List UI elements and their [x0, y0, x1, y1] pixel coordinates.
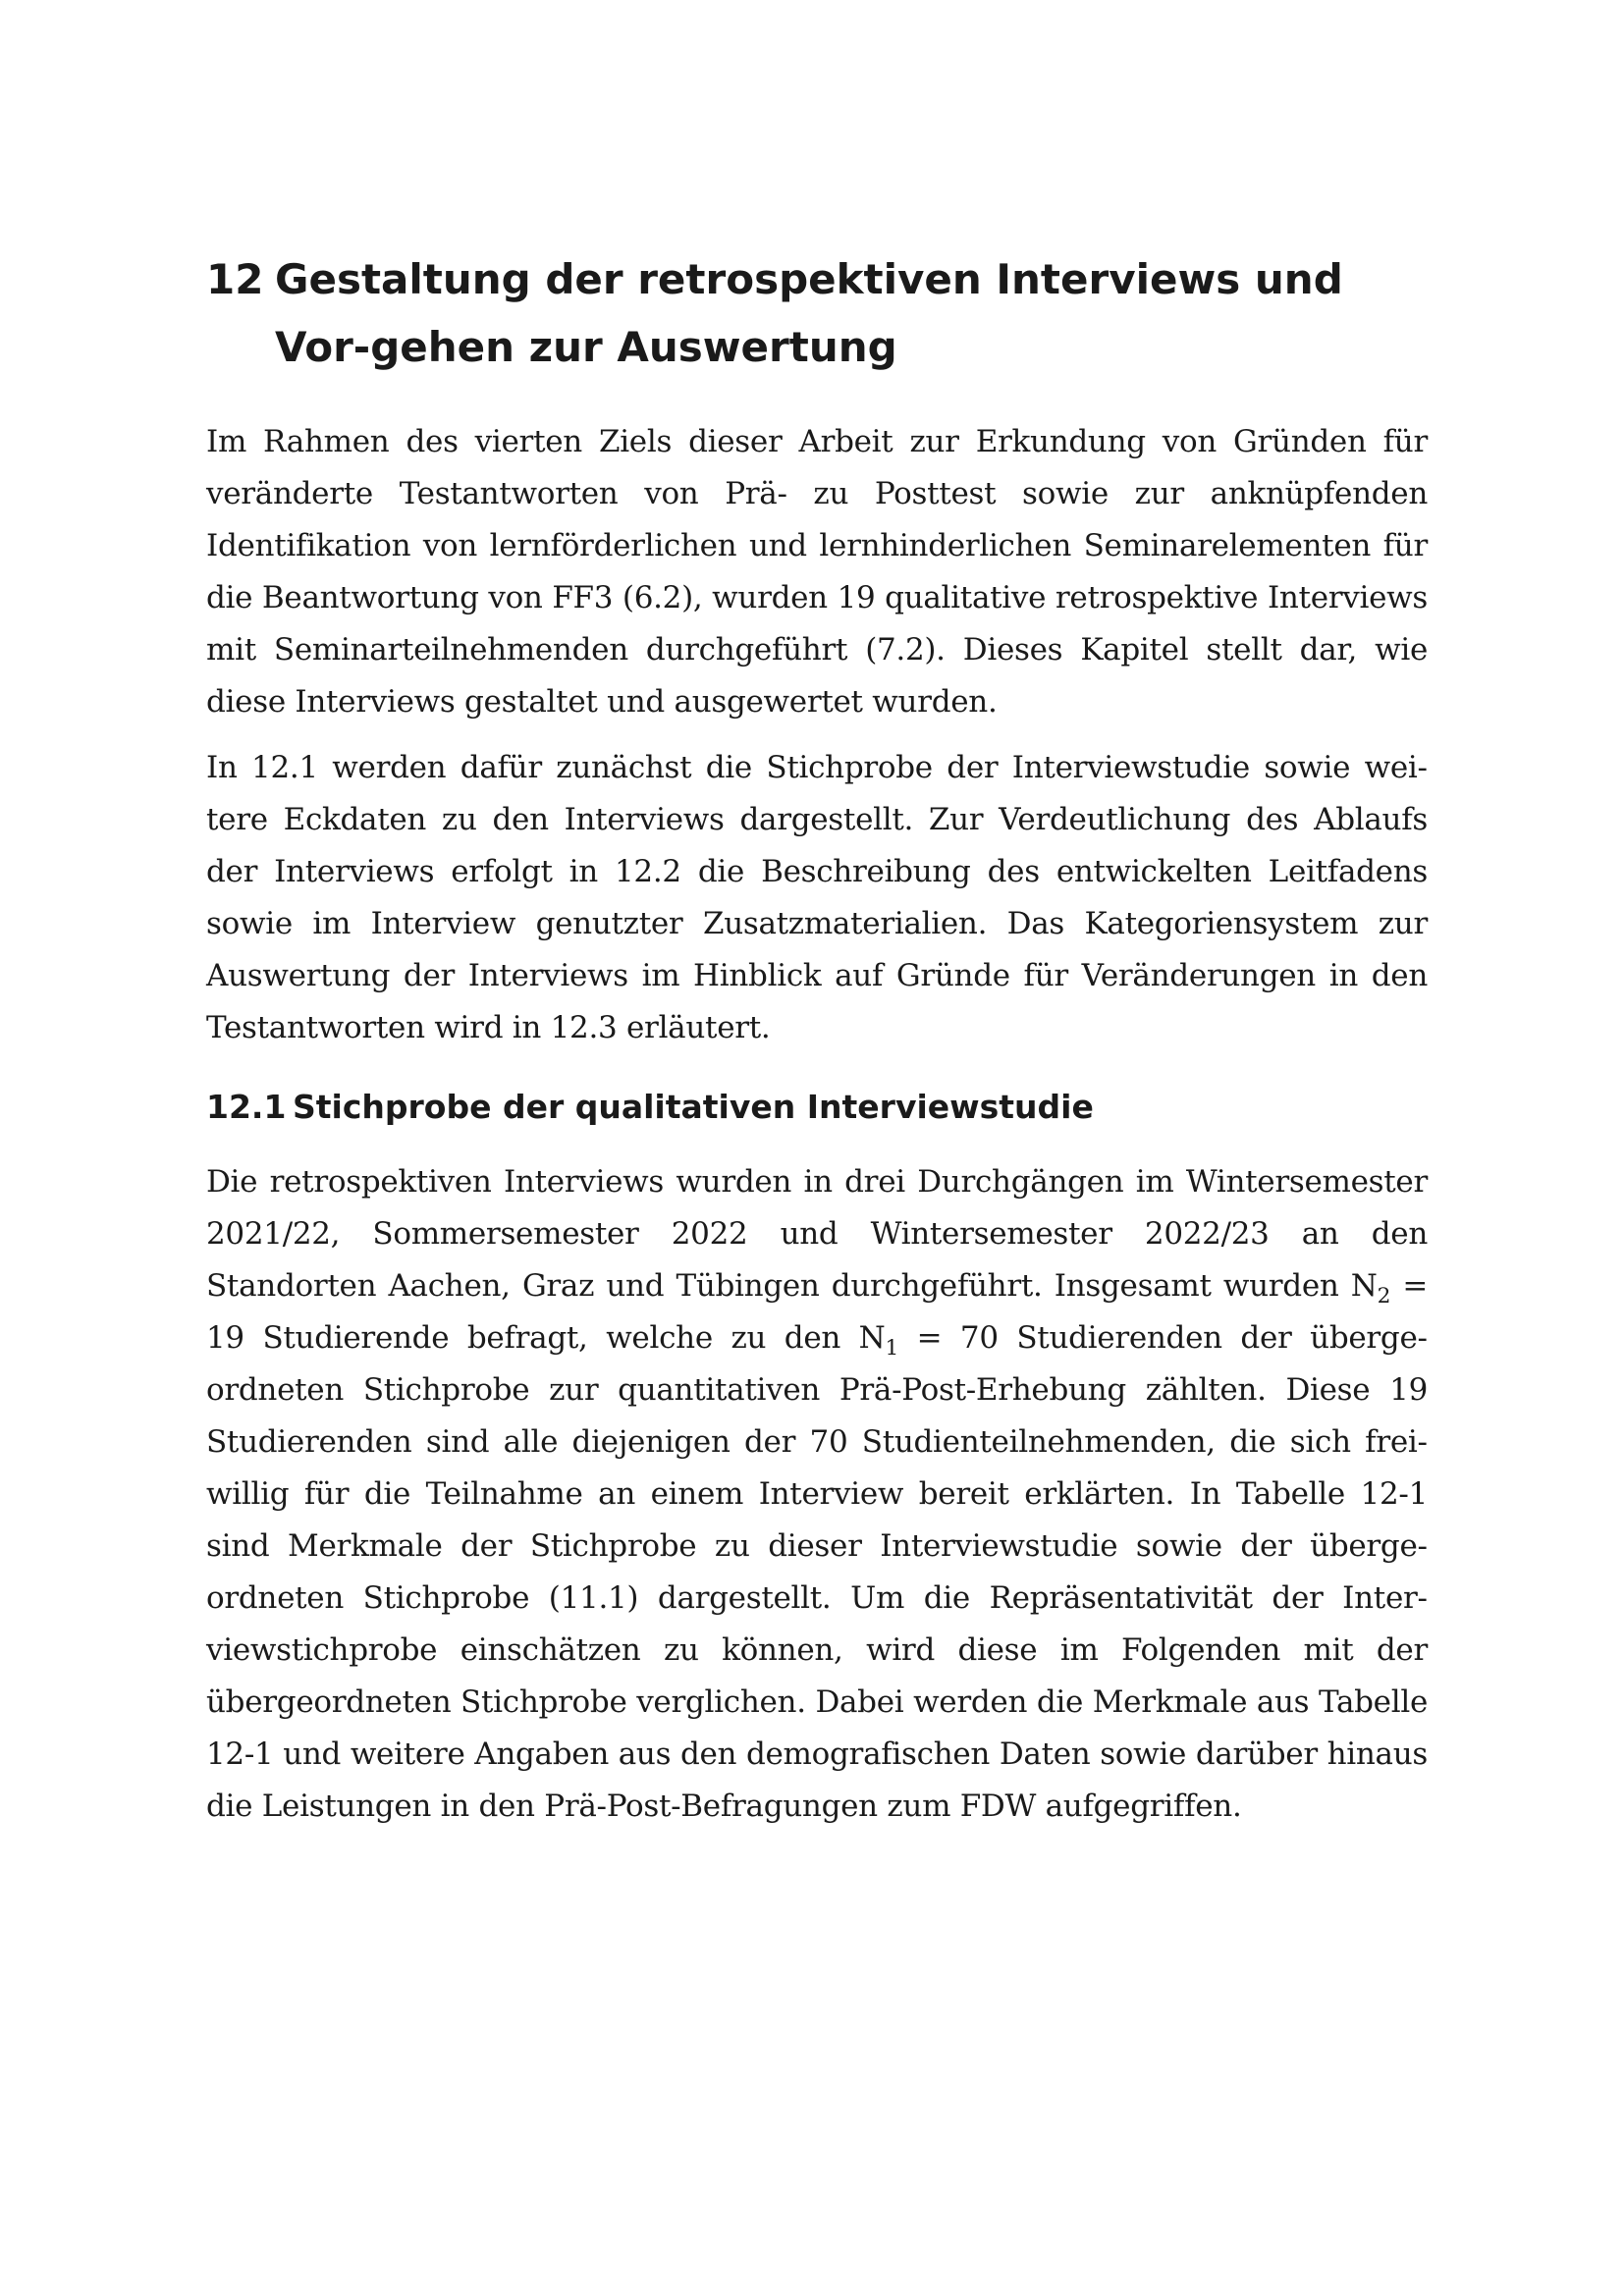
- n2-subscript: 2: [1377, 1284, 1391, 1309]
- n2-symbol: N: [1350, 1268, 1378, 1304]
- section-paragraph-part2: = 19 Studierende befragt, welche zu den: [206, 1268, 1428, 1356]
- n1-subscript: 1: [885, 1336, 898, 1362]
- chapter-heading: [206, 245, 1428, 381]
- section-number: 12.1: [206, 1088, 287, 1126]
- intro-paragraph-2: In 12.1 werden dafür zunächst die Stichprobe der Interviewstudie sowie weitere Eckdaten zu den Interviews dargestellt. Zur Verdeutlichung des Ablaufs der Interviews erfolgt in 12.2 die Beschreibung des entwickelten Leitfadens sowie im Interview genutzter Zusatzmaterialien. Das Kategoriensystem zur Auswertung der Interviews im Hinblick auf Gründe für Veränderungen in den Testantworten wird in 12.3 erläutert.: [206, 750, 1428, 1045]
- n1-symbol: N: [858, 1320, 886, 1356]
- section-heading: [206, 1086, 1428, 1129]
- section-paragraph-part1: Die retrospektiven Interviews wurden in drei Durchgängen im Wintersemester 2021/22, Sommersemester 2022 und Wintersemester 2022/23 an den Standorten Aachen, Graz und Tübingen durchgeführt. Insgesamt wurden: [206, 1164, 1428, 1304]
- chapter-title: Gestaltung der retrospektiven Interviews und Vor-gehen zur Auswertung: [275, 255, 1343, 371]
- section-title: Stichprobe der qualitativen Interviewstudie: [293, 1088, 1094, 1126]
- intro-paragraph-1: Im Rahmen des vierten Ziels dieser Arbeit zur Erkundung von Gründen für veränderte Testantworten von Prä- zu Posttest sowie zur anknüpfenden Identifikation von lernförderlichen und lernhinderlichen Seminarelementen für die Beantwortung von FF3 (6.2), wurden 19 qualitative retrospektive Interviews mit Seminarteilnehmenden durchgeführt (7.2). Dieses Kapitel stellt dar, wie diese Interviews gestaltet und ausgewertet wurden.: [206, 424, 1428, 720]
- document-page: [206, 245, 1428, 1846]
- section-paragraph-part3: = 70 Studierenden der übergeordneten Stichprobe zur quantitativen Prä-Post-Erhebung zählten. Diese 19 Studierenden sind alle diejenigen der 70 Studienteilnehmenden, die sich freiwillig für die Teilnahme an einem Interview bereit erklärten. In Tabelle 12-1 sind Merkmale der Stichprobe zu dieser Interviewstudie sowie der übergeordneten Stichprobe (11.1) dargestellt. Um die Repräsentativität der Interviewstichprobe einschätzen zu können, wird diese im Folgenden mit der übergeordneten Stichprobe verglichen. Dabei werden die Merkmale aus Tabelle 12-1 und weitere Angaben aus den demografischen Daten sowie darüber hinaus die Leistungen in den Prä-Post-Befragungen zum FDW aufgegriffen.: [206, 1320, 1429, 1824]
- chapter-number: 12: [206, 255, 264, 303]
- section-paragraph: [206, 1156, 1428, 1833]
